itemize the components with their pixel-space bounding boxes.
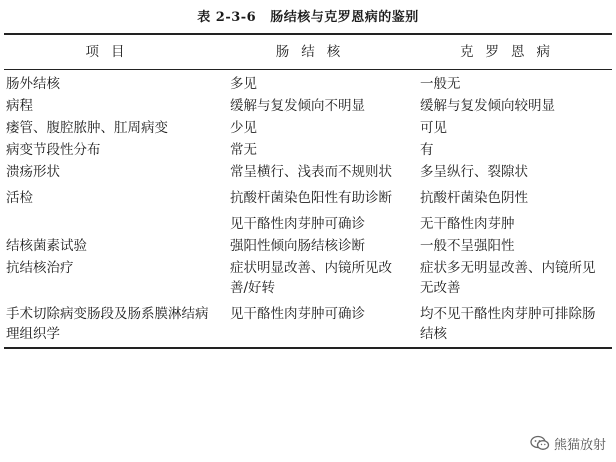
row-label: 抗结核治疗 [6, 260, 74, 276]
crohn-cell: 一般不呈强阳性 [420, 238, 515, 254]
row-label: 病程 [6, 98, 33, 114]
tb-cell: 见干酪性肉芽肿可确诊 [230, 216, 365, 232]
crohn-cell: 症状多无明显改善、内镜所见无改善 [420, 260, 596, 296]
crohn-cell: 多呈纵行、裂隙状 [420, 164, 528, 180]
tb-cell: 强阳性倾向肠结核诊断 [230, 238, 365, 254]
row-label: 肠外结核 [6, 76, 60, 92]
wechat-icon [530, 435, 550, 451]
table-caption [0, 6, 616, 25]
table-title: 肠结核与克罗恩病的鉴别 [270, 10, 419, 25]
header-crohns: 克罗恩病 [410, 34, 612, 70]
table-row [4, 235, 612, 257]
differential-table [4, 33, 612, 349]
table-number: 表 2-3-6 [197, 10, 257, 25]
table-row [4, 183, 612, 209]
tb-cell: 症状明显改善、内镜所见改善/好转 [230, 260, 392, 296]
tb-cell: 见干酪性肉芽肿可确诊 [218, 299, 410, 348]
table-row [4, 95, 612, 117]
table-row [4, 117, 612, 139]
tb-cell: 少见 [230, 120, 257, 136]
row-label: 溃疡形状 [6, 164, 60, 180]
crohn-cell: 均不见干酪性肉芽肿可排除肠结核 [410, 299, 612, 348]
header-item: 项目 [4, 34, 218, 70]
table-row [4, 209, 612, 235]
row-label [4, 209, 218, 235]
tb-cell: 常呈横行、浅表而不规则状 [230, 164, 392, 180]
tb-cell: 抗酸杆菌染色阳性有助诊断 [230, 190, 392, 206]
header-row [4, 34, 612, 70]
crohn-cell: 抗酸杆菌染色阴性 [420, 190, 528, 206]
row-label: 手术切除病变肠段及肠系膜淋结病理组织学 [4, 299, 218, 348]
watermark-text: 熊猫放射 [553, 437, 606, 453]
tb-cell: 常无 [230, 142, 257, 158]
crohn-cell: 有 [420, 142, 434, 158]
row-label: 结核菌素试验 [6, 238, 87, 254]
table-row [4, 139, 612, 161]
header-intestinal-tb: 肠结核 [218, 34, 410, 70]
row-label: 瘘管、腹腔脓肿、肛周病变 [6, 120, 168, 136]
row-label: 活检 [6, 190, 33, 206]
tb-cell: 多见 [230, 76, 257, 92]
tb-cell: 缓解与复发倾向不明显 [230, 98, 365, 114]
table-row [4, 257, 612, 299]
table-row [4, 299, 612, 348]
crohn-cell: 一般无 [420, 76, 461, 92]
watermark [530, 434, 606, 452]
crohn-cell: 缓解与复发倾向较明显 [420, 98, 555, 114]
crohn-cell: 可见 [420, 120, 447, 136]
table-row [4, 70, 612, 96]
table-row [4, 161, 612, 183]
crohn-cell: 无干酪性肉芽肿 [420, 216, 515, 232]
row-label: 病变节段性分布 [6, 142, 101, 158]
